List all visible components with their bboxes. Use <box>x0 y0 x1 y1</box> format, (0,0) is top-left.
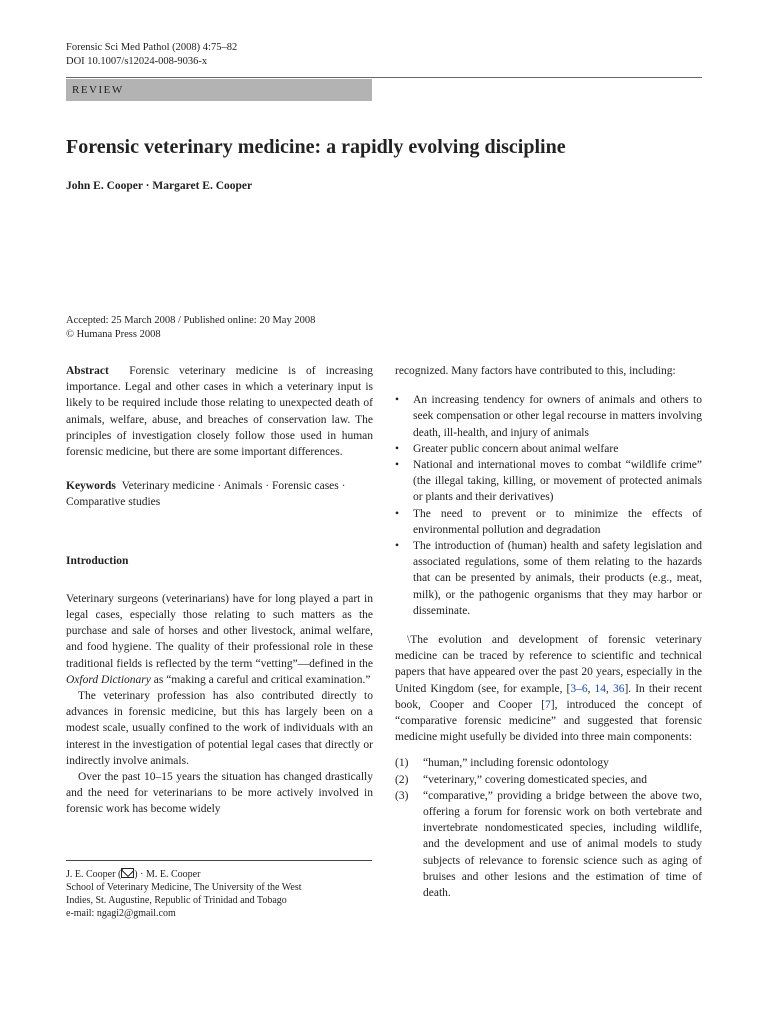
list-item <box>395 755 702 771</box>
keywords-label: Keywords <box>66 480 116 493</box>
list-number: (2) <box>395 773 409 786</box>
footnote-rule <box>66 860 372 861</box>
intro-p1-end: as “making a careful and critical examination.” <box>150 673 371 686</box>
journal-citation: Forensic Sci Med Pathol (2008) 4:75–82 <box>66 42 238 53</box>
list-item-text: The introduction of (human) health and safety legislation and associated regulations, some of them relating to the hazards that can be presented by animals, their products (e.g., meat, milk), or the pathogenic organisms that they may harbor or disseminate. <box>413 540 702 617</box>
list-number: (1) <box>395 757 409 770</box>
email-line[interactable]: e-mail: ngagi2@gmail.com <box>66 908 176 919</box>
author1-name: J. E. Cooper ( <box>66 869 122 880</box>
right-column <box>395 363 702 901</box>
envelope-icon[interactable] <box>121 868 134 878</box>
introduction-heading: Introduction <box>66 554 129 567</box>
abstract-label: Abstract <box>66 365 109 377</box>
citation-link-3-6[interactable]: 3–6 <box>570 682 588 695</box>
components-list <box>395 755 702 901</box>
left-column <box>66 363 373 818</box>
affiliation-line-2: Indies, St. Augustine, Republic of Trinidad and Tobago <box>66 895 287 906</box>
list-item-text: “veterinary,” covering domesticated species, and <box>423 773 648 786</box>
citation-separator: , <box>606 682 613 695</box>
oxford-dictionary-italic: Oxford Dictionary <box>66 673 151 686</box>
affiliation-line-1: School of Veterinary Medicine, The University of the West <box>66 882 302 893</box>
evolution-text-2: ]. In their recent book, Cooper and Cooper [ <box>395 682 703 711</box>
section-label: REVIEW <box>66 79 372 101</box>
abstract <box>66 363 373 460</box>
doi[interactable]: DOI 10.1007/s12024-008-9036-x <box>66 56 208 67</box>
evolution-text-1: \The evolution and development of forensic veterinary medicine can be traced by reference to scientific and technical papers that have appeared over the past 20 years, especially in the United Kingdom (see, for example, [ <box>395 634 702 695</box>
citation-link-7[interactable]: 7 <box>545 698 551 711</box>
intro-p1-text: Veterinary surgeons (veterinarians) have for long played a part in legal cases, especially those relating to such matters as the purchase and sale of horses and other livestock, animal welfare, and food hygiene. The quality of their professional role in these traditional fields is reflected by the term “vetting”—defined in the <box>66 592 373 670</box>
list-item-text: “human,” including forensic odontology <box>423 757 609 770</box>
list-item <box>395 772 702 788</box>
list-item-text: “comparative,” providing a bridge between the above two, offering a forum for forensic work on both vertebrate and invertebrate nondomesticated species, including wildlife, and the development and use of animal models to study subjects of relevance to forensic science such as aging of bruises and other lesions and the estimation of time of death. <box>423 789 702 900</box>
intro-paragraph-1 <box>66 591 373 688</box>
correspondence-line <box>66 868 376 881</box>
author1-close: ) <box>134 869 138 880</box>
list-item <box>395 441 702 457</box>
list-item <box>395 506 702 538</box>
list-item <box>395 788 702 901</box>
author-list: John E. Cooper · Margaret E. Cooper <box>66 180 253 192</box>
bullet-icon: • <box>395 459 400 472</box>
keywords <box>66 478 373 510</box>
continuation-paragraph: recognized. Many factors have contributed to this, including: <box>395 365 676 377</box>
intro-paragraph-3: Over the past 10–15 years the situation has changed drastically and the need for veterinarians to be more actively involved in forensic work has become widely <box>66 771 373 816</box>
bullet-icon: • <box>395 394 400 407</box>
list-item <box>395 457 702 506</box>
accepted-published-line: Accepted: 25 March 2008 / Published online: 20 May 2008 <box>66 315 316 326</box>
list-item <box>395 538 702 619</box>
evolution-text-3: ], introduced the concept of “comparative forensic medicine” and suggested that forensic medicine might usefully be divided into three main components: <box>395 698 702 744</box>
copyright-line: © Humana Press 2008 <box>66 328 161 340</box>
list-item-text: Greater public concern about animal welfare <box>413 442 619 455</box>
list-item-text: The need to prevent or to minimize the effects of environmental pollution and degradation <box>413 507 702 536</box>
publication-dates <box>66 314 315 341</box>
abstract-text: Forensic veterinary medicine is of increasing importance. Legal and other cases in which a veterinary input is likely to be required include those relating to unexpected death of animals, welfare, abuse, and breaches of conservation law. The principles of investigation closely follow those used in human forensic medicine, but there are some important differences. <box>66 365 374 459</box>
author2-name: · M. E. Cooper <box>137 869 201 880</box>
article-title: Forensic veterinary medicine: a rapidly evolving discipline <box>66 136 566 158</box>
bullet-icon: • <box>395 540 400 553</box>
header-rule <box>66 77 702 78</box>
list-item-text: An increasing tendency for owners of animals and others to seek compensation or other legal recourse in matters involving death, ill-health, and injury of animals <box>413 394 702 439</box>
list-item-text: National and international moves to combat “wildlife crime” (the illegal taking, killing, or movement of protected animals or plants and their derivatives) <box>413 459 702 504</box>
author-footnote <box>66 868 376 920</box>
journal-reference <box>66 41 237 69</box>
keywords-text: Veterinary medicine · Animals · Forensic cases · Comparative studies <box>66 480 346 509</box>
intro-paragraph-2: The veterinary profession has also contributed directly to advances in forensic medicine, but this has largely been on a modest scale, usually confined to the work of individuals with an interest in the investigation of potential legal cases that directly or indirectly involve animals. <box>66 690 373 767</box>
factors-list <box>395 392 702 619</box>
citation-separator: , <box>587 682 595 695</box>
list-number: (3) <box>395 789 409 802</box>
list-item <box>395 392 702 441</box>
bullet-icon: • <box>395 442 400 455</box>
bullet-icon: • <box>395 507 400 520</box>
citation-link-14[interactable]: 14 <box>594 682 607 695</box>
citation-link-36[interactable]: 36 <box>612 682 625 695</box>
evolution-paragraph <box>395 632 702 745</box>
